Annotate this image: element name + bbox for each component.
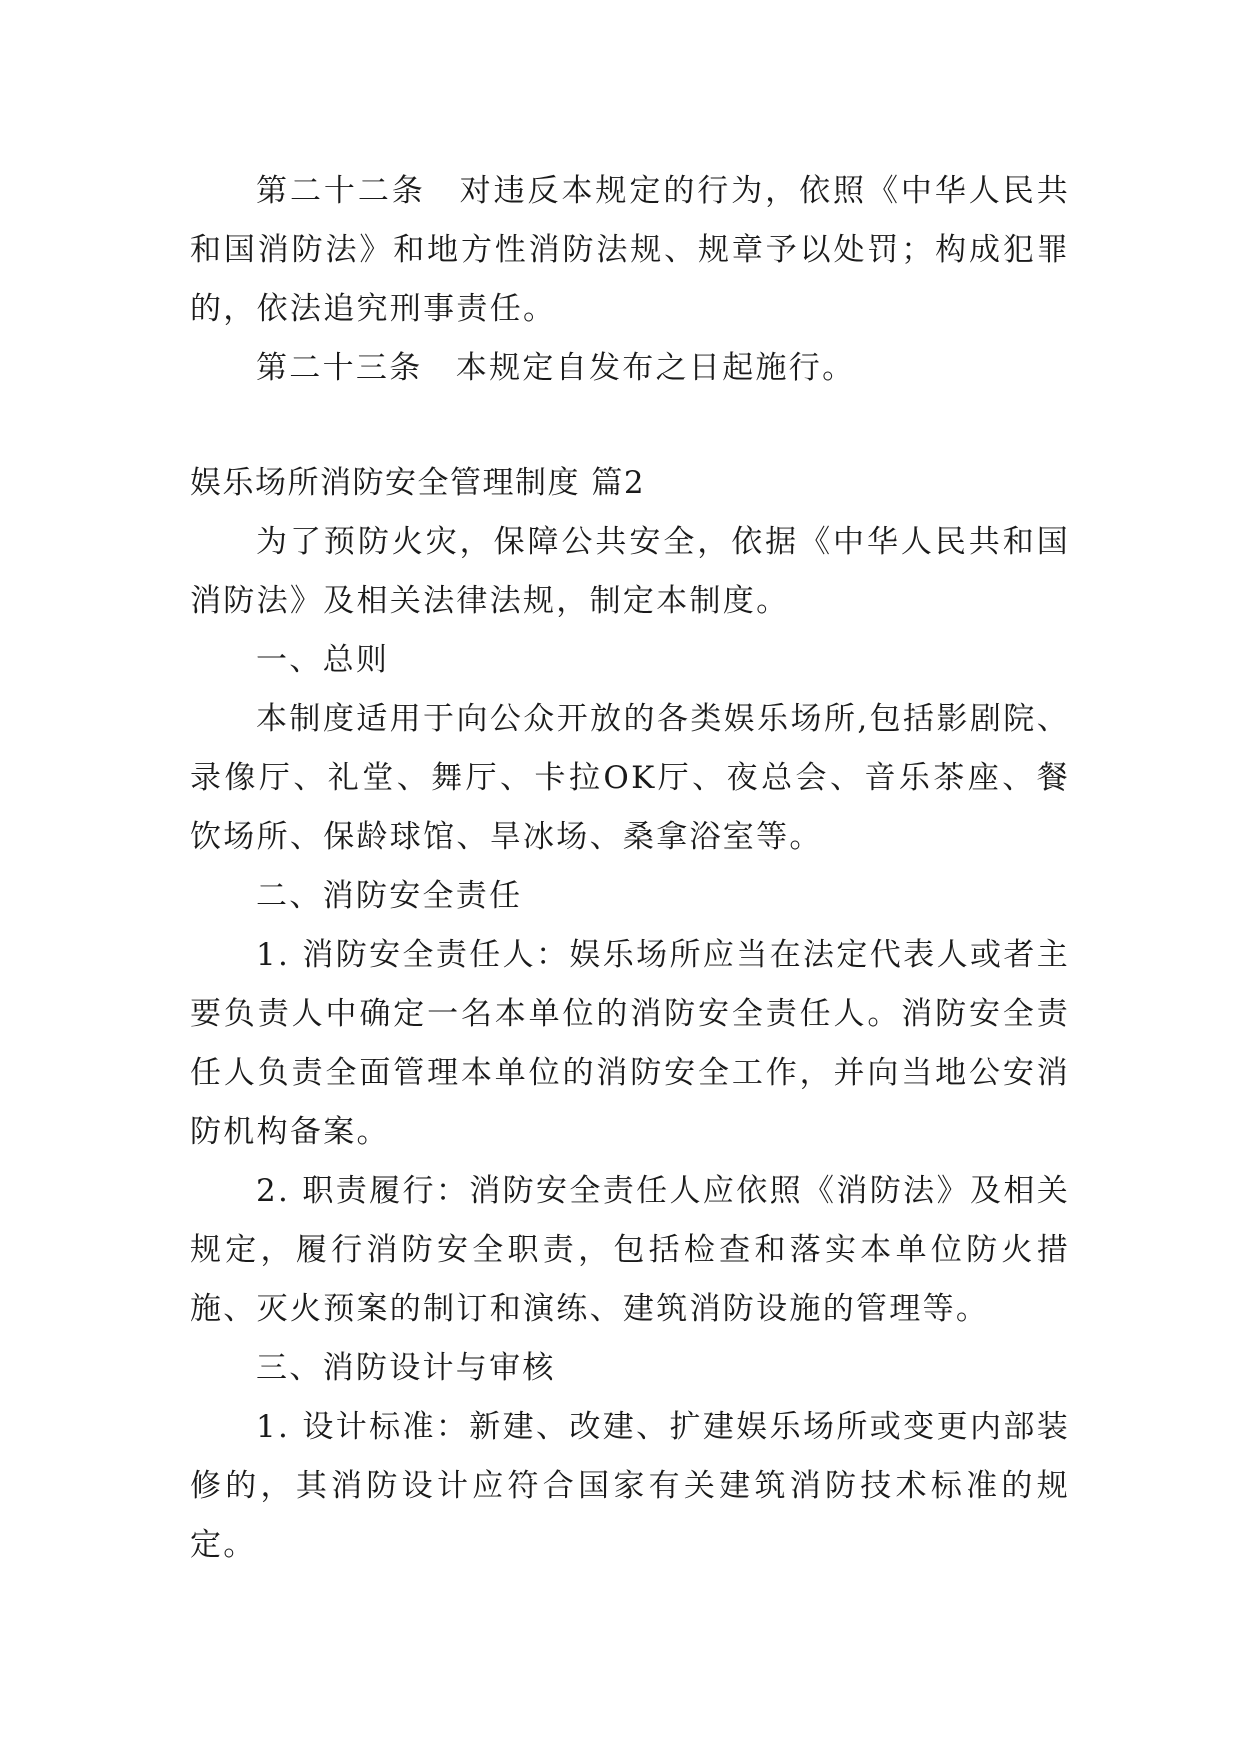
section-heading: 娱乐场所消防安全管理制度 篇2: [190, 465, 646, 501]
preamble-paragraph: 为了预防火灾，保障公共安全，依据《中华人民共和国消防法》及相关法律法规，制定本制度。: [190, 524, 1070, 619]
design-item-1: 1. 设计标准：新建、改建、扩建娱乐场所或变更内部装修的，其消防设计应符合国家有关建筑消防技术标准的规定。: [190, 1409, 1070, 1563]
chapter-3-title: 三、消防设计与审核: [256, 1350, 556, 1386]
document-body: [190, 162, 1070, 1575]
chapter-1-title: 一、总则: [256, 642, 390, 678]
chapter-2-title: 二、消防安全责任: [256, 878, 523, 914]
article-22-paragraph: 第二十二条 对违反本规定的行为，依照《中华人民共和国消防法》和地方性消防法规、规章予以处罚；构成犯罪的，依法追究刑事责任。: [190, 173, 1070, 327]
scope-paragraph: 本制度适用于向公众开放的各类娱乐场所,包括影剧院、录像厅、礼堂、舞厅、卡拉OK厅、夜总会、音乐茶座、餐饮场所、保龄球馆、旱冰场、桑拿浴室等。: [190, 701, 1070, 855]
article-23-paragraph: 第二十三条 本规定自发布之日起施行。: [256, 350, 856, 386]
responsibility-item-1: 1. 消防安全责任人：娱乐场所应当在法定代表人或者主要负责人中确定一名本单位的消防安全责任人。消防安全责任人负责全面管理本单位的消防安全工作，并向当地公安消防机构备案。: [190, 937, 1070, 1150]
section-gap: [190, 398, 1070, 454]
responsibility-item-2: 2. 职责履行：消防安全责任人应依照《消防法》及相关规定，履行消防安全职责，包括检查和落实本单位防火措施、灭火预案的制订和演练、建筑消防设施的管理等。: [190, 1173, 1070, 1327]
